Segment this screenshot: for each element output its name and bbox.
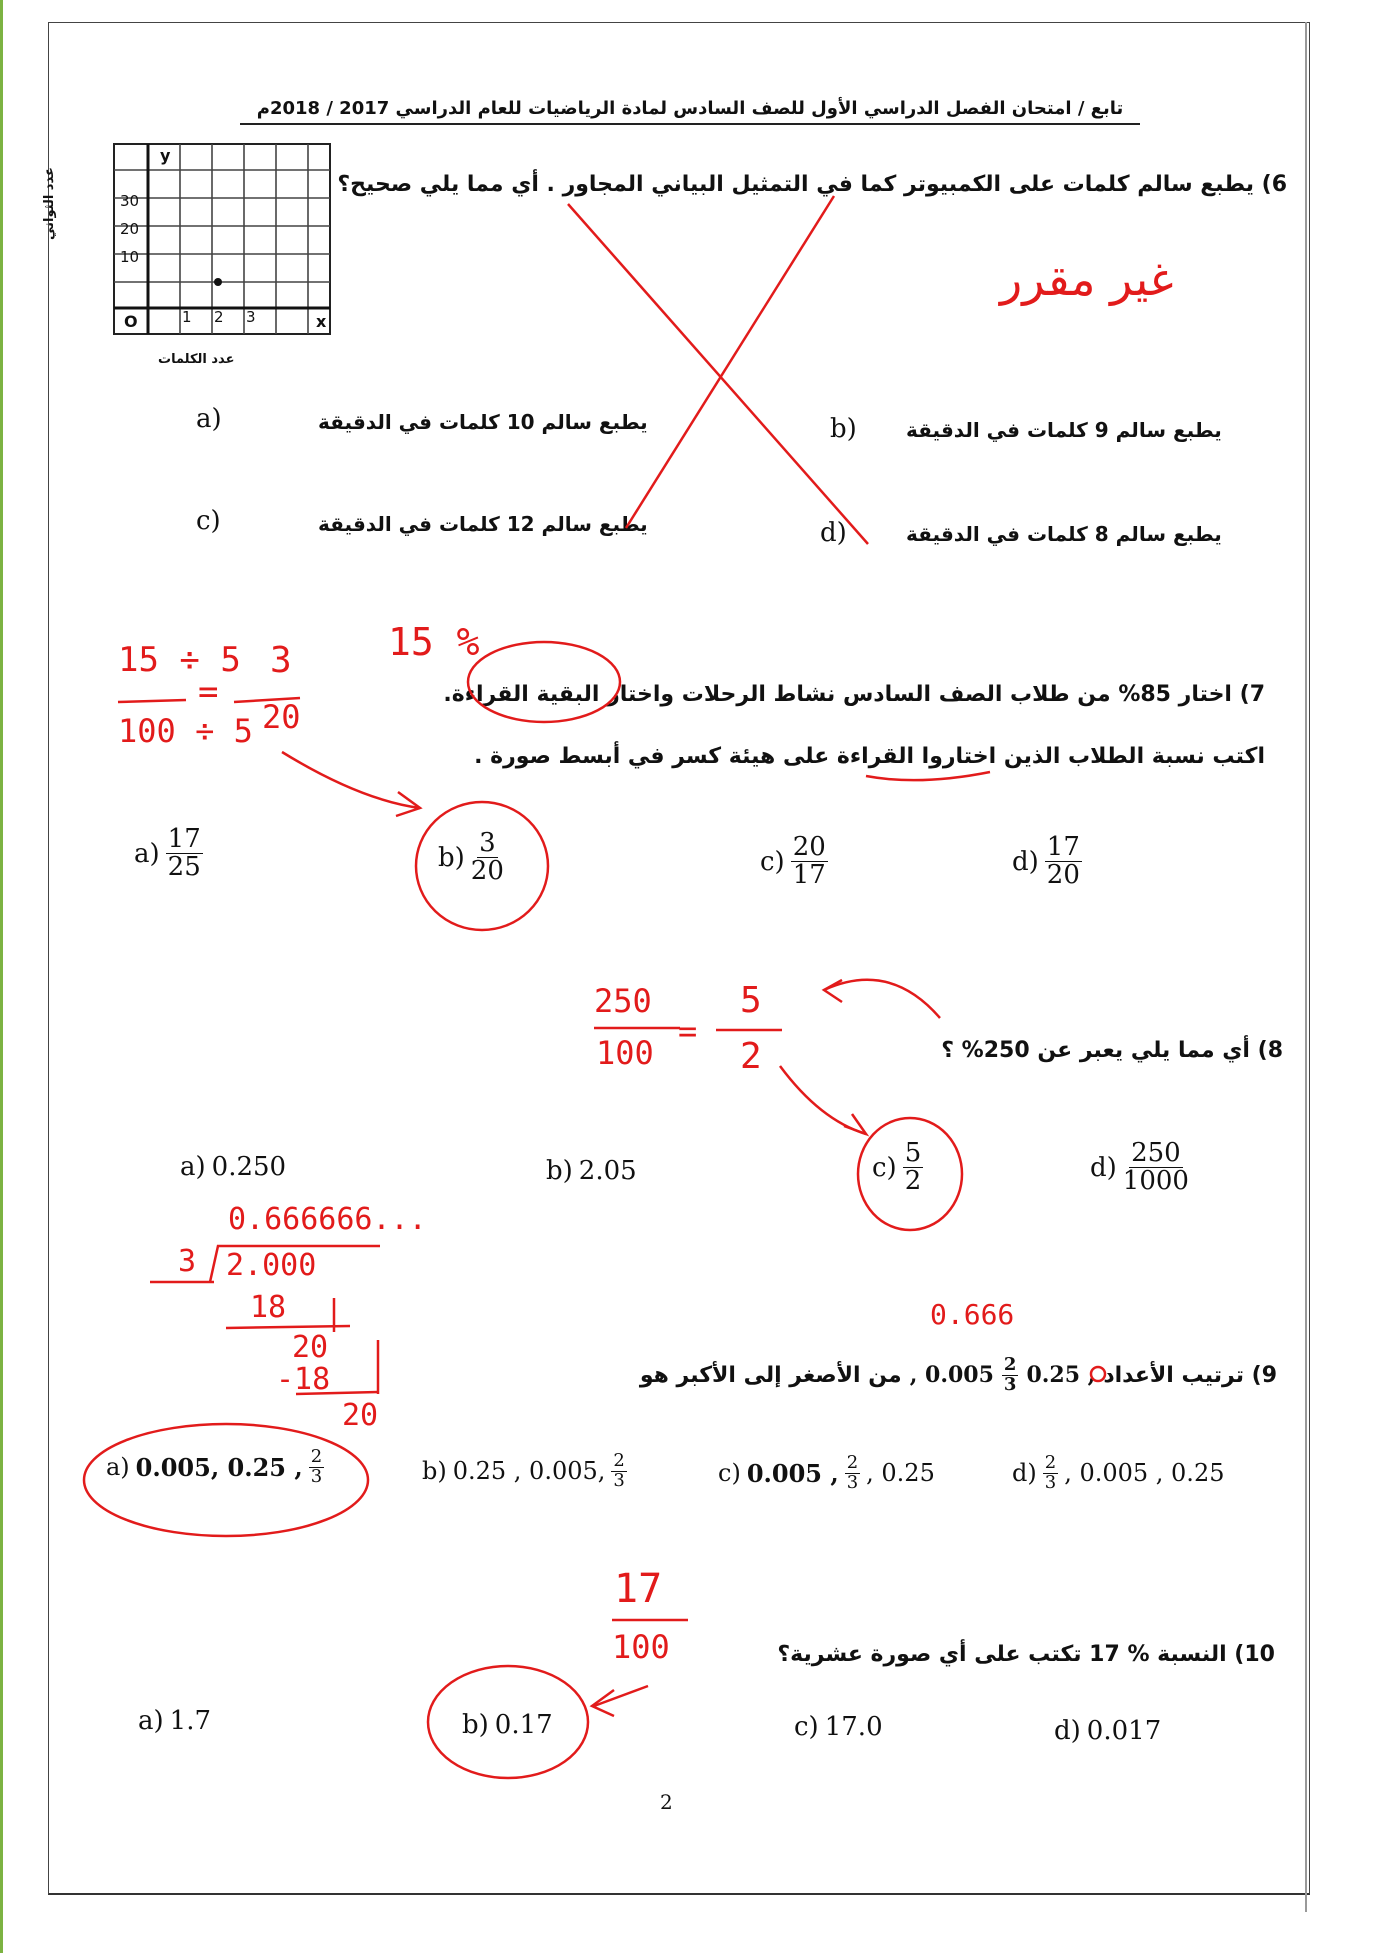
q8-option-a-value: 0.250 (211, 1152, 287, 1182)
q9-option-b[interactable]: b) 0.25 , 0.005, $\frac{2}{3}$ (422, 1450, 625, 1491)
q8-arrow-top (824, 980, 940, 1018)
q7-c-den: 17 (792, 860, 826, 891)
graph-x-letter: x (316, 312, 327, 331)
q8-answer-circle (858, 1118, 962, 1230)
q7-reading-underline (866, 772, 990, 780)
q7-fraction-bar (234, 698, 300, 702)
q6-option-a-letter[interactable]: a) (196, 404, 222, 434)
q7-circle-reading (468, 642, 620, 722)
q7-c-num: 20 (792, 832, 826, 862)
q8-d-den: 1000 (1122, 1166, 1189, 1197)
question-10-text: 10) النسبة % 17 تكتب على أي صورة عشرية؟ (777, 1642, 1275, 1667)
q9-frac: $\frac{2}{3}$ (1003, 1354, 1017, 1395)
q7-option-b-letter: b) (438, 842, 465, 873)
q10-option-c-value: 17.0 (824, 1712, 883, 1742)
q7-work-d1: 100 ÷ 5 (118, 712, 253, 750)
q9-option-b-text: 0.25 , 0.005, (452, 1457, 606, 1486)
q9-num-1: 0.25 , (1026, 1362, 1096, 1389)
q7-b-den: 20 (470, 856, 504, 887)
q7-work-arrow (282, 752, 420, 808)
q6-option-a[interactable]: يطبع سالم 10 كلمات في الدقيقة (318, 410, 648, 434)
q9-text-start: 9) ترتيب الأعداد (1103, 1362, 1277, 1388)
q7-work-n1: 15 ÷ 5 (118, 640, 241, 680)
q9-work-note: 0.666 (930, 1298, 1015, 1331)
q9-option-b-letter: b) (422, 1457, 447, 1486)
q9-option-d-letter: d) (1012, 1459, 1037, 1488)
q8-option-b-letter: b) (546, 1156, 573, 1186)
graph-origin: O (124, 312, 138, 331)
q10-option-c-letter: c) (794, 1712, 819, 1742)
question-6-text: 6) يطبع سالم كلمات على الكمبيوتر كما في التمثيل البياني المجاور . أي مما يلي صحيح؟ (337, 172, 1287, 197)
q6-option-d[interactable]: يطبع سالم 8 كلمات في الدقيقة (906, 522, 1222, 546)
graph-x-axis-title: عدد الكلمات (158, 352, 235, 367)
q6-option-b-letter[interactable]: b) (830, 414, 857, 444)
q9-work-s2: -18 (276, 1362, 331, 1397)
q10-work-den: 100 (612, 1628, 670, 1666)
q9-work-r1: 20 (292, 1330, 329, 1365)
q8-work-n2: 5 (740, 980, 762, 1021)
q8-option-c-letter: c) (872, 1152, 897, 1183)
exam-header: تابع / امتحان الفصل الدراسي الأول للصف السادس لمادة الرياضيات للعام الدراسي 2017 / 2018م (240, 98, 1140, 125)
q9-option-d-tail: , 0.005 , 0.25 (1064, 1459, 1225, 1488)
q8-work-eq: = (678, 1012, 698, 1050)
q7-work-eq: = (198, 672, 219, 712)
q8-work-n1: 250 (594, 982, 652, 1020)
q8-arrow-down (780, 1066, 866, 1134)
q6-option-b[interactable]: يطبع سالم 9 كلمات في الدقيقة (906, 418, 1222, 442)
q6-cross-out-stroke (626, 196, 834, 528)
q10-arrow (594, 1686, 648, 1706)
q10-option-a-letter: a) (138, 1706, 164, 1736)
graph-y-tick: 10 (120, 248, 140, 266)
q7-b-num: 3 (479, 828, 496, 858)
q9-option-c-text: 0.005 , (746, 1458, 839, 1488)
q9-division-line (296, 1392, 378, 1394)
q9-zero-mark (1091, 1367, 1105, 1381)
q9-division-bracket (210, 1246, 380, 1282)
graph-x-tick: 1 (182, 308, 192, 326)
graph-x-tick: 2 (214, 308, 224, 326)
q9-num-2: , 0.005 (909, 1362, 994, 1389)
q6-option-d-letter[interactable]: d) (820, 518, 847, 548)
q7-d-num: 17 (1046, 832, 1080, 862)
q9-work-quotient: 0.666666... (228, 1202, 427, 1237)
page-number: 2 (660, 1790, 673, 1814)
q9-option-a-text: 0.005, 0.25 , (135, 1452, 303, 1482)
q10-option-d-letter: d) (1054, 1716, 1081, 1746)
q7-answer-circle (416, 802, 548, 930)
q6-option-c[interactable]: يطبع سالم 12 كلمات في الدقيقة (318, 512, 648, 536)
q7-a-den: 25 (167, 852, 201, 883)
q9-work-divisor: 3 (178, 1244, 197, 1279)
q7-fraction-bar (118, 700, 186, 702)
graph-y-tick: 20 (120, 220, 140, 238)
q6-handwritten-note: غير مقرر (1000, 252, 1174, 306)
question-7-line1: 7) اختار 85% من طلاب الصف السادس نشاط الرحلات واختار البقية القراءة. (443, 682, 1265, 707)
q7-work-n2: 3 (270, 640, 292, 681)
q10-option-d-value: 0.017 (1086, 1716, 1162, 1746)
q9-option-a[interactable]: a) 0.005, 0.25 , $\frac{2}{3}$ (106, 1446, 323, 1487)
q9-division-line (226, 1326, 350, 1328)
q10-option-a-value: 1.7 (169, 1706, 212, 1736)
q9-option-c-tail: , 0.25 (866, 1459, 935, 1488)
graph-x-tick: 3 (246, 308, 256, 326)
q7-d-den: 20 (1046, 860, 1080, 891)
q9-work-dividend: 2.000 (226, 1248, 317, 1283)
q8-work-d2: 2 (740, 1036, 762, 1077)
q9-option-c-letter: c) (718, 1459, 741, 1488)
q9-option-c[interactable]: c) 0.005 , $\frac{2}{3}$ , 0.25 (718, 1452, 935, 1493)
q9-text-end: من الأصغر إلى الأكبر هو (639, 1362, 902, 1388)
q9-answer-circle (84, 1424, 368, 1536)
q7-work-d2: 20 (262, 698, 301, 736)
graph-y-tick: 30 (120, 192, 140, 210)
q10-answer-circle (428, 1666, 588, 1778)
q8-c-den: 2 (904, 1166, 922, 1197)
q7-a-num: 17 (167, 824, 201, 854)
question-7-line2: اكتب نسبة الطلاب الذين اختاروا القراءة على هيئة كسر في أبسط صورة . (474, 744, 1265, 769)
q7-option-a-letter: a) (134, 838, 160, 869)
q8-work-d1: 100 (596, 1034, 654, 1072)
q8-option-b-value: 2.05 (578, 1156, 637, 1186)
q6-option-c-letter[interactable]: c) (196, 506, 221, 536)
graph-y-letter: y (160, 146, 171, 165)
q8-arrowhead (844, 1114, 866, 1134)
question-8-text: 8) أي مما يلي يعبر عن 250% ؟ (941, 1038, 1283, 1063)
q10-option-b-letter: b) (462, 1710, 489, 1740)
q7-work-pct: 15 % (388, 620, 480, 664)
graph-y-axis-title: عدد الثواني (42, 167, 57, 240)
q7-option-d-letter: d) (1012, 846, 1039, 877)
q9-option-d[interactable]: d) $\frac{2}{3}$ , 0.005 , 0.25 (1012, 1452, 1225, 1493)
q8-c-num: 5 (904, 1138, 922, 1168)
q9-option-a-letter: a) (106, 1453, 130, 1482)
q7-option-c-letter: c) (760, 846, 785, 877)
q8-option-a-letter: a) (180, 1152, 206, 1182)
q10-option-b-value: 0.17 (494, 1710, 553, 1740)
q10-work-num: 17 (614, 1566, 663, 1612)
q6-cross-out-stroke (568, 204, 868, 544)
q8-option-d-letter: d) (1090, 1152, 1117, 1183)
q9-work-s1: 18 (250, 1290, 287, 1325)
q9-work-r2: 20 (342, 1398, 379, 1433)
q8-d-num: 250 (1131, 1138, 1181, 1168)
